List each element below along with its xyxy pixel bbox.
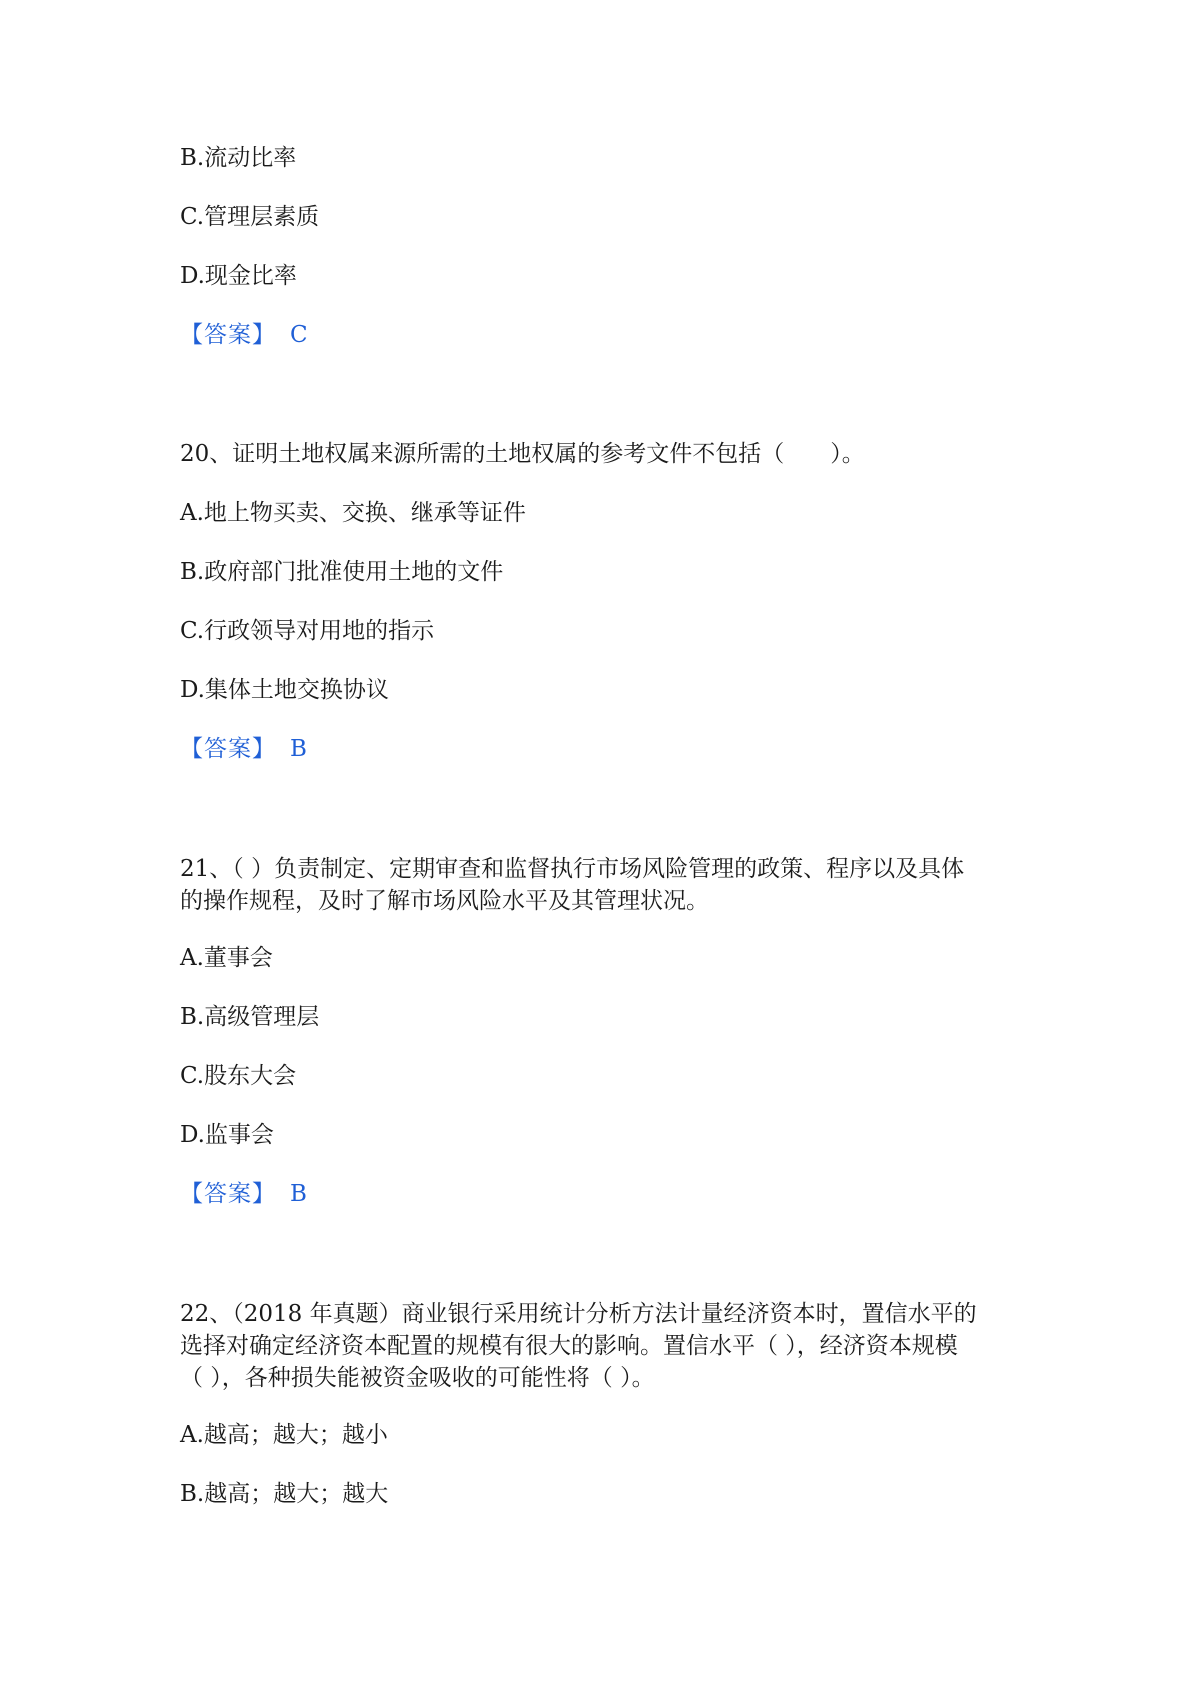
q21-option-c: C.股东大会 bbox=[180, 1063, 297, 1089]
answer-value: B bbox=[290, 1181, 307, 1207]
q22-stem-line-1: 22、（2018 年真题）商业银行采用统计分析方法计量经济资本时，置信水平的 bbox=[180, 1301, 977, 1327]
q19-option-c: C.管理层素质 bbox=[180, 204, 320, 230]
q19-option-d: D.现金比率 bbox=[180, 263, 297, 289]
q20-stem: 20、证明土地权属来源所需的土地权属的参考文件不包括（ ）。 bbox=[180, 441, 865, 467]
q21-answer bbox=[180, 1178, 307, 1210]
q20-answer bbox=[180, 733, 307, 765]
answer-value: C bbox=[290, 322, 308, 348]
answer-value: B bbox=[290, 736, 307, 762]
q21-option-d: D.监事会 bbox=[180, 1122, 274, 1148]
q21-stem-line-1: 21、（ ）负责制定、定期审查和监督执行市场风险管理的政策、程序以及具体 bbox=[180, 856, 965, 882]
q20-option-b: B.政府部门批准使用土地的文件 bbox=[180, 559, 504, 585]
q19-option-b: B.流动比率 bbox=[180, 145, 297, 171]
q19-answer bbox=[180, 319, 308, 351]
q22-option-b: B.越高；越大；越大 bbox=[180, 1481, 389, 1507]
answer-label: 【答案】 bbox=[180, 736, 276, 762]
answer-label: 【答案】 bbox=[180, 322, 276, 348]
q21-stem-line-2: 的操作规程，及时了解市场风险水平及其管理状况。 bbox=[180, 888, 709, 914]
q20-option-d: D.集体土地交换协议 bbox=[180, 677, 389, 703]
q22-stem-line-3: （ ），各种损失能被资金吸收的可能性将（ ）。 bbox=[180, 1365, 655, 1391]
q21-option-b: B.高级管理层 bbox=[180, 1004, 320, 1030]
answer-label: 【答案】 bbox=[180, 1181, 276, 1207]
q21-option-a: A.董事会 bbox=[180, 945, 273, 971]
q22-option-a: A.越高；越大；越小 bbox=[180, 1422, 388, 1448]
q20-option-a: A.地上物买卖、交换、继承等证件 bbox=[180, 500, 526, 526]
q22-stem-line-2: 选择对确定经济资本配置的规模有很大的影响。置信水平（ ），经济资本规模 bbox=[180, 1333, 958, 1359]
q20-option-c: C.行政领导对用地的指示 bbox=[180, 618, 435, 644]
